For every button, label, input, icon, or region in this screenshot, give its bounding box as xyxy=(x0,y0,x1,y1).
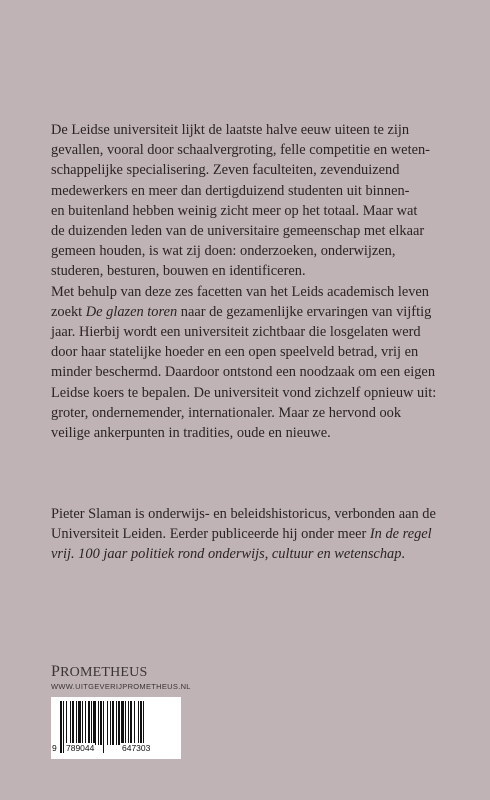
barcode-bar xyxy=(76,701,77,745)
barcode-bar xyxy=(121,701,124,745)
barcode-bar xyxy=(78,701,81,745)
blurb-line: schappelijke specialisering. Zeven faculteiten, zevenduizend xyxy=(51,162,400,179)
book-title: De glazen toren xyxy=(85,303,178,320)
previous-book-title: In de regel xyxy=(369,526,432,543)
author-line: Pieter Slaman is onderwijs- en beleidshistoricus, verbonden aan de xyxy=(51,506,436,522)
blurb-paragraph xyxy=(51,120,436,443)
blurb-line: de duizenden leden van de universitaire gemeenschap met elkaar xyxy=(51,223,425,240)
barcode-bar xyxy=(130,701,132,745)
blurb-line xyxy=(51,302,436,322)
blurb-line: medewerkers en meer dan dertigduizend studenten uit binnen- xyxy=(51,182,410,199)
author-line xyxy=(51,544,436,564)
barcode-bar xyxy=(88,701,90,745)
blurb-line: gemeen houden, is wat zij doen: onderzoeken, onderwijzen, xyxy=(51,243,396,260)
author-line xyxy=(51,524,436,544)
blurb-line: veilige ankerpunten in tradities, oude en nieuwe. xyxy=(51,425,331,442)
barcode-bar xyxy=(82,701,83,745)
barcode-bar xyxy=(112,701,114,745)
author-text: Universiteit Leiden. Eerder publiceerde hij onder meer xyxy=(51,526,370,543)
barcode-bar xyxy=(100,701,102,745)
barcode-bar xyxy=(85,701,86,745)
publisher-logo: PROMETHEUS xyxy=(51,663,148,680)
blurb-line: minder beschermd. Daardoor ontstond een noodzaak om een eigen xyxy=(51,364,436,381)
blurb-line: jaar. Hierbij wordt een universiteit zichtbaar die losgelaten werd xyxy=(51,324,421,341)
barcode-bar xyxy=(110,701,111,745)
barcode-bar xyxy=(98,701,99,745)
barcode-bar xyxy=(138,701,139,745)
barcode-bar xyxy=(125,701,126,745)
blurb-text: zoekt xyxy=(51,303,86,320)
barcode-bar xyxy=(118,701,120,745)
barcode-bar xyxy=(140,701,142,745)
blurb-line: groter, ondernemender, internationaler. Maar ze hervond ook xyxy=(51,404,402,421)
barcode-bar xyxy=(72,701,74,745)
blurb-line: Leidse koers te bepalen. De universiteit vond zichzelf opnieuw uit: xyxy=(51,384,437,401)
isbn-number xyxy=(51,743,181,757)
barcode-bar xyxy=(128,701,129,745)
isbn-group-left: 789044 xyxy=(66,743,95,753)
author-text: . xyxy=(401,546,406,563)
barcode-bar xyxy=(93,701,96,745)
blurb-line: De Leidse universiteit lijkt de laatste halve eeuw uiteen te zijn xyxy=(51,122,410,138)
barcode-bar xyxy=(66,701,67,745)
barcode-bar xyxy=(134,701,135,745)
barcode-bar xyxy=(70,701,71,745)
barcode-bar xyxy=(91,701,92,745)
author-bio xyxy=(51,504,436,565)
blurb-line: gevallen, vooral door schaalvergroting, felle competitie en weten- xyxy=(51,142,430,159)
previous-book-title: vrij. 100 jaar politiek rond onderwijs, cultuur en wetenschap xyxy=(51,546,402,563)
blurb-line: en buitenland hebben weinig zicht meer op het totaal. Maar wat xyxy=(51,202,418,219)
blurb-line: Met behulp van deze zes facetten van het Leids academisch leven xyxy=(51,283,429,300)
blurb-line: studeren, besturen, bouwen en identificeren. xyxy=(51,263,306,280)
barcode-bar xyxy=(107,701,108,745)
barcode-bar xyxy=(116,701,117,745)
blurb-text: naar de gezamenlijke ervaringen van vijftig xyxy=(177,303,432,320)
isbn-group-right: 647303 xyxy=(122,743,151,753)
blurb-line: door haar statelijke hoeder en een open speelveld betrad, vrij en xyxy=(51,344,419,361)
publisher-url: WWW.UITGEVERIJPROMETHEUS.NL xyxy=(51,682,191,691)
isbn-first-digit: 9 xyxy=(52,743,57,753)
